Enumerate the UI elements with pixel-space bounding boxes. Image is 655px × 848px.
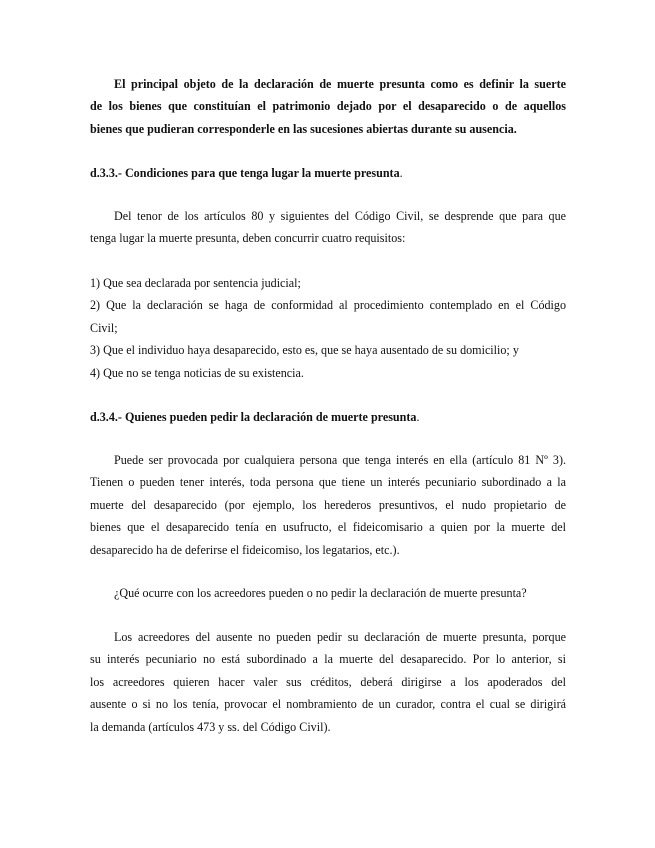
section-334-heading <box>90 406 566 428</box>
section-333-heading <box>90 162 566 184</box>
section-334-p2-line-4: ausente o si no los tenía, provocar el nombramiento de un curador, contra el cual se dirigirá <box>90 697 566 712</box>
section-334-p2-line-2: su interés pecuniario no está subordinado a la muerte del desaparecido. Por lo anterior, si <box>90 652 566 667</box>
section-334-heading-period: . <box>416 410 420 424</box>
intro-line-3: bienes que pudieran corresponderle en las sucesiones abiertas durante su ausencia. <box>90 121 517 136</box>
section-333-heading-text: d.3.3.- Condiciones para que tenga lugar la muerte presunta <box>90 166 400 180</box>
section-334-p2-line-3: los acreedores quieren hacer valer sus créditos, deberá dirigirse a los apoderados del <box>90 674 566 689</box>
requirement-2: 2) Que la declaración se haga de conformidad al procedimiento contemplado en el Código <box>90 298 566 313</box>
requirement-3: 3) Que el individuo haya desaparecido, esto es, que se haya ausentado de su domicilio; y <box>90 343 519 358</box>
section-334-p1-line-2: Tienen o pueden tener interés, toda persona que tiene un interés pecuniario subordinado a la <box>90 475 566 490</box>
requirement-4: 4) Que no se tenga noticias de su existencia. <box>90 365 304 380</box>
section-334-p1-line-5: desaparecido ha de deferirse el fideicomiso, los legatarios, etc.). <box>90 542 400 557</box>
requirements-list <box>90 272 566 384</box>
section-333-paragraph <box>90 205 566 250</box>
section-333-line-2: tenga lugar la muerte presunta, deben concurrir cuatro requisitos: <box>90 231 406 246</box>
creditors-question-text: ¿Qué ocurre con los acreedores pueden o no pedir la declaración de muerte presunta? <box>114 586 527 600</box>
section-334-paragraph-1 <box>90 449 566 561</box>
section-334-p2-line-1: Los acreedores del ausente no pueden pedir su declaración de muerte presunta, porque <box>114 630 566 644</box>
section-333-heading-period: . <box>399 166 403 180</box>
section-334-p1-line-4: bienes que el desaparecido tenía en usufructo, el fideicomisario a quien por la muerte del <box>90 520 566 535</box>
intro-line-2: de los bienes que constituían el patrimonio dejado por el desaparecido o de aquellos <box>90 99 566 114</box>
requirement-1: 1) Que sea declarada por sentencia judicial; <box>90 276 301 290</box>
section-334-p1-line-1: Puede ser provocada por cualquiera persona que tenga interés en ella (artículo 81 Nº 3). <box>114 453 566 467</box>
section-333-line-1: Del tenor de los artículos 80 y siguientes del Código Civil, se desprende que para que <box>114 209 566 223</box>
section-334-paragraph-2 <box>90 626 566 738</box>
section-334-p1-line-3: muerte del desaparecido (por ejemplo, los herederos presuntivos, el nudo propietario de <box>90 497 566 512</box>
requirement-2-cont: Civil; <box>90 320 118 335</box>
section-334-heading-text: d.3.4.- Quienes pueden pedir la declaración de muerte presunta <box>90 410 417 424</box>
intro-line-1: El principal objeto de la declaración de muerte presunta como es definir la suerte <box>114 77 566 91</box>
creditors-question <box>90 582 566 604</box>
section-334-p2-line-5: la demanda (artículos 473 y ss. del Código Civil). <box>90 719 331 734</box>
intro-paragraph <box>90 73 566 140</box>
